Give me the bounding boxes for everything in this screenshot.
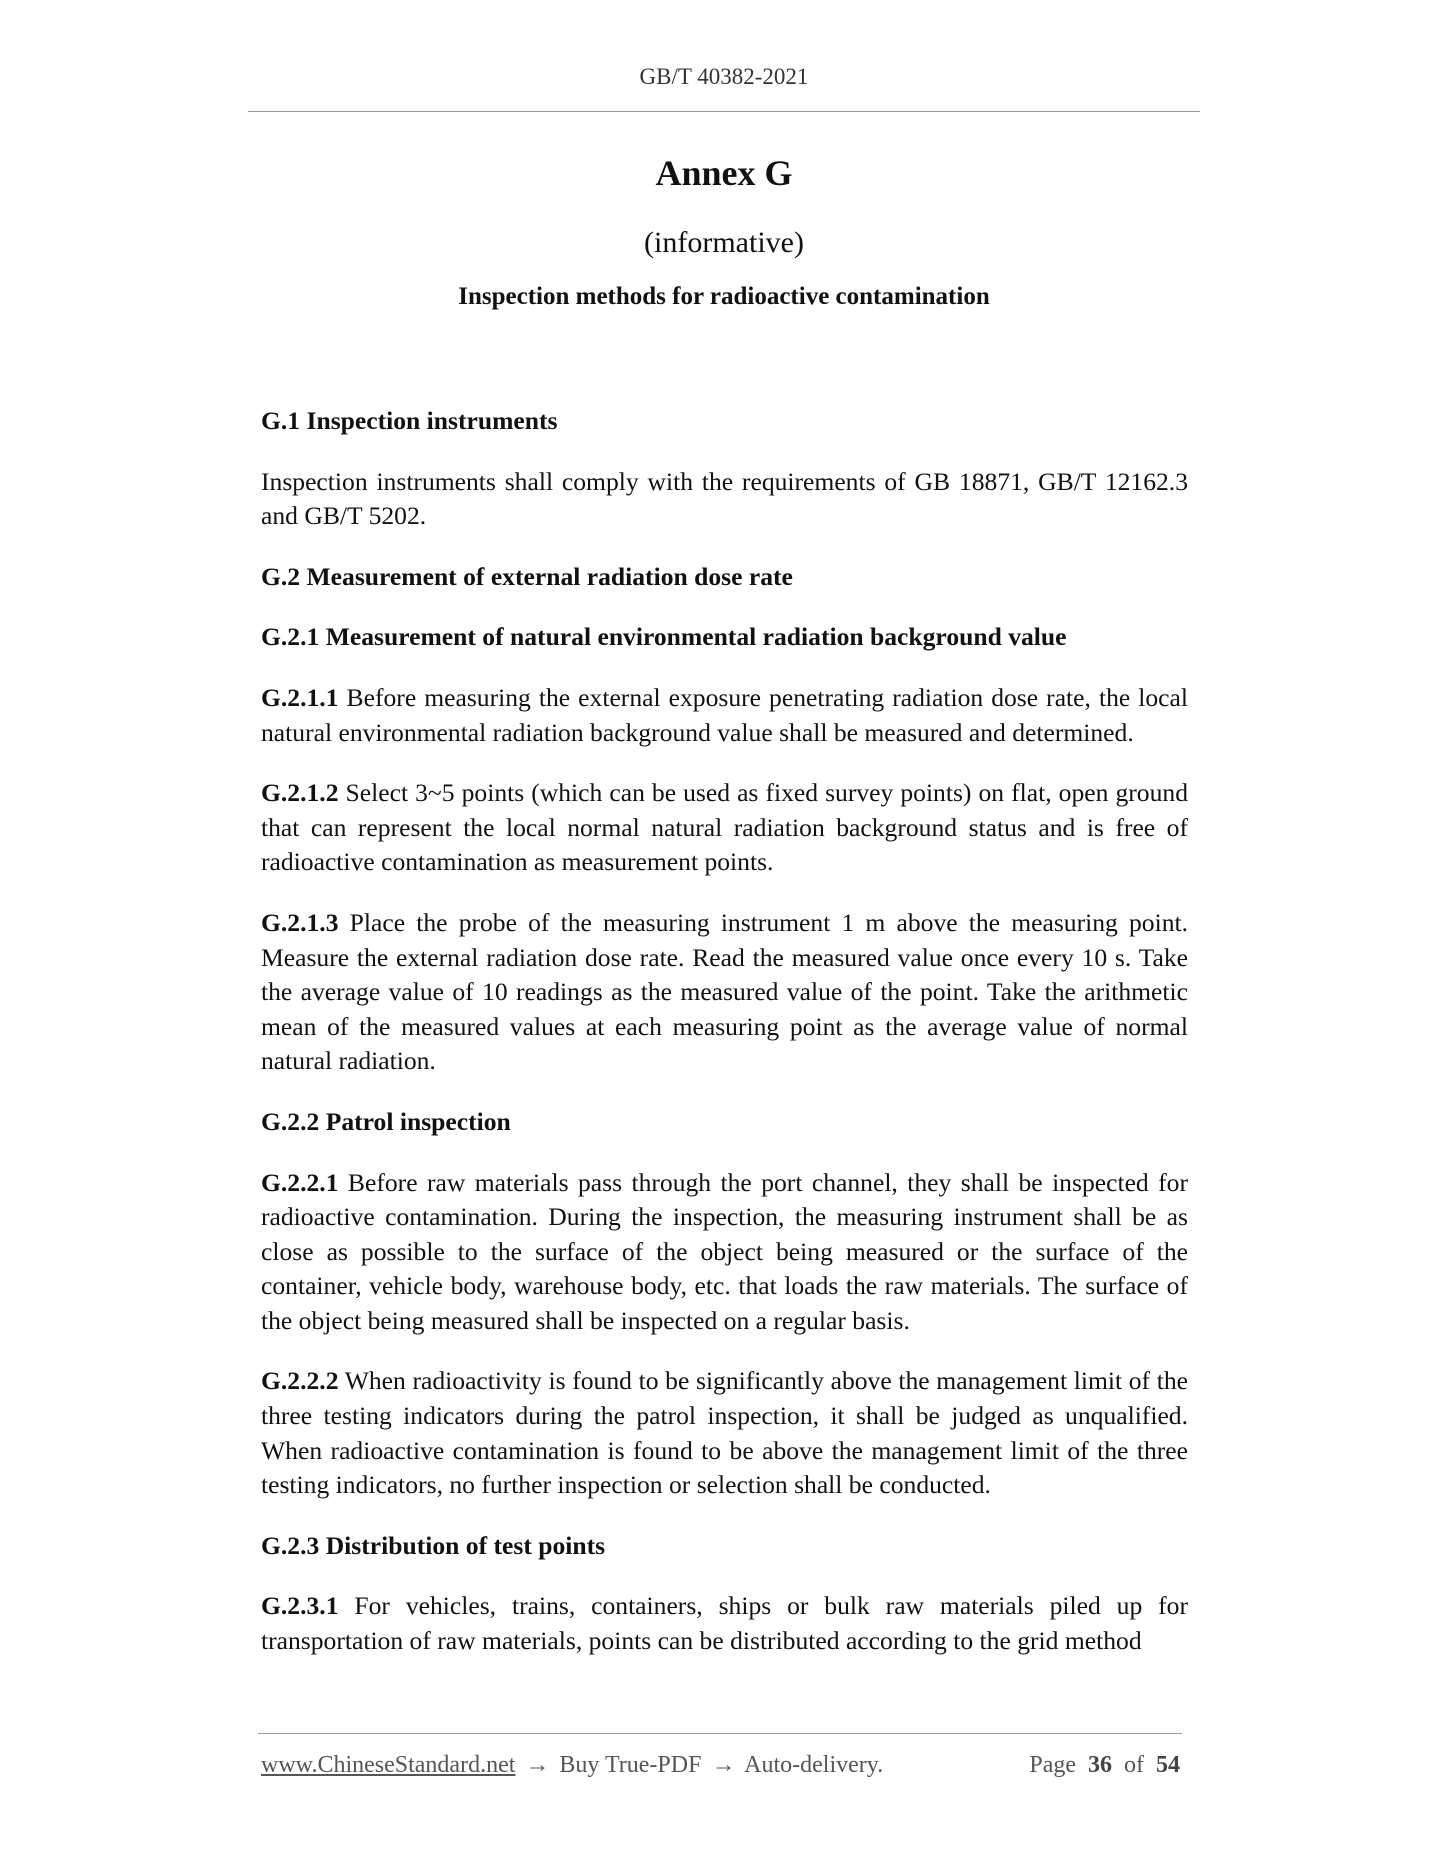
section-heading-g21: G.2.1 Measurement of natural environmental radiation background value [261,622,1067,652]
clause-text: Place the probe of the measuring instrument 1 m above the measuring point. Measure the external radiation dose rate. Read the measured value once every 10 s. Take the average value of 10 readings as the measured value of the point. Take the arithmetic mean of the measured values at each measuring point as the average value of normal natural radiation. [261,907,1188,1076]
section-heading-g22: G.2.2 Patrol inspection [261,1106,511,1136]
section-heading-g1: G.1 Inspection instruments [261,406,558,435]
page-word: Page [1029,1752,1076,1778]
clause-number: G.2.2.2 [261,1366,339,1396]
clause-text: Select 3~5 points (which can be used as fixed survey points) on flat, open ground that can represent the local normal natural radiation background status and is free of radioactive contamination as measurement points. [261,778,1188,877]
clause-text: When radioactivity is found to be significantly above the management limit of the three testing indicators during the patrol inspection, it shall be judged as unqualified. When radioactive contamination is found to be above the management limit of the three testing indicators, no further inspection or selection shall be conducted. [261,1366,1188,1500]
clause-text: Before measuring the external exposure penetrating radiation dose rate, the local natural environmental radiation background value shall be measured and determined. [261,682,1188,747]
buy-pdf-text: Buy True-PDF [559,1752,702,1778]
section-heading-g23: G.2.3 Distribution of test points [261,1530,606,1560]
paragraph-g213 [261,906,1188,1079]
arrow-right-icon: → [711,1752,736,1778]
website-link[interactable]: www.ChineseStandard.net [261,1752,516,1778]
header-divider [248,111,1200,112]
total-pages-number: 54 [1156,1752,1180,1778]
paragraph-g222 [261,1364,1188,1502]
annex-title: Annex G [655,153,793,193]
footer-divider [258,1733,1182,1734]
page-indicator [1029,1752,1180,1779]
clause-number: G.2.2.1 [261,1167,339,1197]
annex-name: Inspection methods for radioactive contamination [458,283,990,310]
annex-subtitle: (informative) [644,226,804,259]
page-footer [261,1752,1180,1779]
document-body [261,404,1188,1685]
section-heading-g2: G.2 Measurement of external radiation dose rate [261,561,793,591]
clause-text: For vehicles, trains, containers, ships or bulk raw materials piled up for transportation of raw materials, points can be distributed according to the grid method [261,1591,1188,1656]
of-word: of [1124,1752,1144,1778]
clause-number: G.2.3.1 [261,1591,339,1621]
clause-number: G.2.1.2 [261,778,339,808]
clause-number: G.2.1.3 [261,907,339,937]
paragraph-g212 [261,776,1188,880]
current-page-number: 36 [1088,1752,1112,1778]
paragraph-g211 [261,681,1188,750]
clause-number: G.2.1.1 [261,682,339,712]
document-header: GB/T 40382-2021 [639,64,809,89]
clause-text: Before raw materials pass through the port channel, they shall be inspected for radioactive contamination. During the inspection, the measuring instrument shall be as close as possible to the surface of the object being measured or the surface of the container, vehicle body, warehouse body, etc. that loads the raw materials. The surface of the object being measured shall be inspected on a regular basis. [261,1167,1188,1335]
auto-delivery-text: Auto-delivery. [744,1752,884,1778]
paragraph-g231 [261,1589,1188,1658]
paragraph-g221 [261,1166,1188,1339]
paragraph-g1: Inspection instruments shall comply with the requirements of GB 18871, GB/T 12162.3 and GB/T 5202. [261,466,1188,531]
arrow-right-icon: → [525,1752,550,1778]
